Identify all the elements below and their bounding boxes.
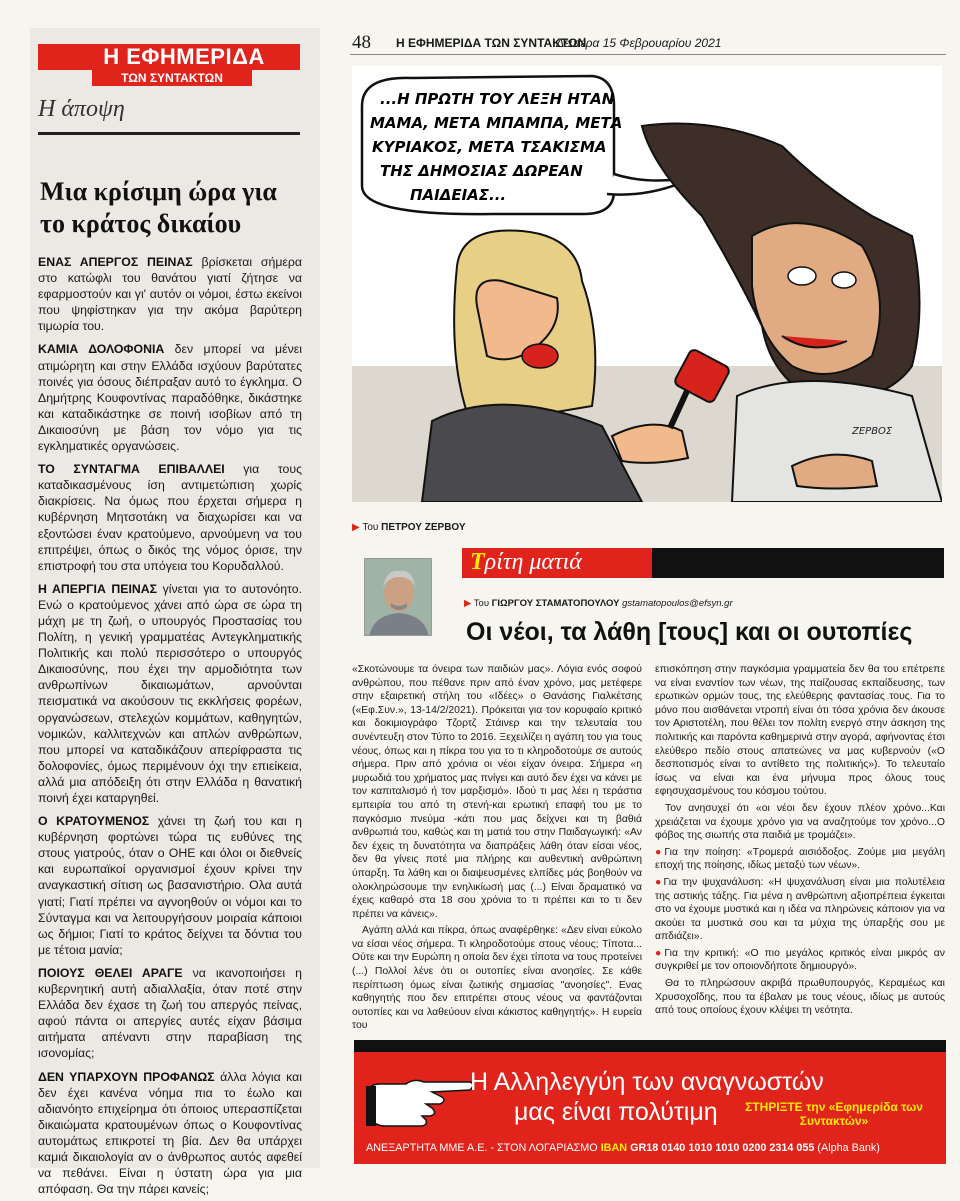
column-bullet: ●Για την κριτική: «Ο πιο μεγάλος κριτικός είναι μικρός αν συγκριθεί με τον οποιονδήποτε δημιουργό».	[655, 947, 945, 973]
editorial-paragraph: ΕΝΑΣ ΑΠΕΡΓΟΣ ΠΕΙΝΑΣ βρίσκεται σήμερα στο κατώφλι του θανάτου γιατί ζήτησε να εφαρμοστούν και γι' αυτόν οι νόμοι, έστω εκείνοι που ψηφίστηκαν για την ακόμα βαρύτερη τιμωρία του.	[38, 255, 302, 334]
column-text-left	[352, 663, 642, 1036]
cartoon-illustration	[352, 66, 942, 502]
speech-line: ΤΗΣ ΔΗΜΟΣΙΑΣ ΔΩΡΕΑΝ	[380, 162, 583, 180]
section-divider	[38, 132, 300, 135]
editorial-paragraph: ΠΟΙΟΥΣ ΘΕΛΕΙ ΑΡΑΓΕ να ικανοποιήσει η κυβερνητική αυτή αδιαλλαξία, όταν ποτέ στην Ελλάδα δεν έχασε τη ζωή του απεργός πείνας, αφού πάντα οι απεργίες αυτές είχαν βάσιμα αιτήματα απέναντι στην παραβίαση της ισονομίας;	[38, 965, 302, 1061]
ad-support-callout: ΣΤΗΡΙΞΤΕ την «Εφημερίδα των Συντακτών»	[745, 1100, 923, 1128]
page-number: 48	[352, 32, 371, 53]
editorial-paragraph: Η ΑΠΕΡΓΙΑ ΠΕΙΝΑΣ γίνεται για το αυτονόητο. Ενώ ο κρατούμενος χάνει από ώρα σε ώρα τη μάχη με τη ζωή, ο υπουργός Προστασίας του Πολίτη, η γενική γραμματέας Αντεγκληματικής Πολιτικής και πολύ περισσότερο ο υπουργός Δικαιοσύνης, που έχει την αρμοδιότητα των ανθρωπίνων δικαιωμάτων, αρνούνται πεισματικά να ακούσουν τις εκκλήσεις φορέων, οργανώσεων, στελεχών κομμάτων, καθηγητών, νομικών, καλλιτεχνών και απλών ανθρώπων, που μπορεί να καταδικάζουν απερίφραστα τις δολοφονίες, όμως περιμένουν όχι την επιείκεια, αλλά μια απόδειξη ότι στην Ελλάδα η θανατική ποινή έχει καταργηθεί.	[38, 581, 303, 805]
ad-headline: Η Αλληλεγγύη των αναγνωστών	[470, 1068, 824, 1096]
editorial-paragraph: ΤΟ ΣΥΝΤΑΓΜΑ ΕΠΙΒΑΛΛΕΙ για τους καταδικασμένους ίση αντιμετώπιση χωρίς διακρίσεις. Να όμως που έρχεται σήμερα η κυβέρνηση Μητσοτάκη να διαχωρίσει και να εξοντώσει έναν κρατούμενο, αρνούμενη να του επιτρέψει, όπως ο δικός της νόμος όρισε, την επιστροφή του στα υπόγεια του Κορυδαλλού.	[38, 462, 302, 573]
masthead-logo: Η ΕΦΗΜΕΡΙΔΑ	[38, 44, 300, 70]
author-photo	[364, 558, 432, 636]
header-rule	[350, 54, 946, 55]
header-paper-name: Η ΕΦΗΜΕΡΙΔΑ ΤΩΝ ΣΥΝΤΑΚΤΩΝ	[396, 36, 587, 50]
editorial-paragraph: ΔΕΝ ΥΠΑΡΧΟΥΝ ΠΡΟΦΑΝΩΣ άλλα λόγια και δεν έχει κανένα νόημα πια το έωλο και αδιανόητο επιχείρημα ότι όποιος υπερασπίζεται δικαιώματα κρατουμένων όπως ο Κουφοντίνας αυτομάτως επικροτεί τη βία. Δεν θα υπάρχει καμιά δικαιολογία αν ο άνθρωπος αυτός αφεθεί να πεθάνει. Είναι η ύστατη ώρα για μια απόφαση. Θα την πάρει κανείς;	[38, 1069, 302, 1197]
ad-top-bar	[354, 1040, 946, 1052]
column-bullet: ●Για την ποίηση: «Τρομερά αισιόδοξος. Ζούμε μια μεγάλη εποχή της ποίησης, ιδίως μεταξύ των νέων».	[655, 846, 945, 872]
column-bullet: ●Για την ψυχανάλυση: «Η ψυχανάλυση είναι μια πολυτέλεια της αστικής τάξης. Για μένα η ανθρώπινη αξιοπρέπεια έγκειται στο να έχουμε μυστικά και η ιδέα να πληρώνεις κάποιον για να ακούει τα μυστικά σου και τα μύχια της ύπαρξής σου με απδιάζει».	[655, 876, 945, 943]
bullet-icon: ●	[655, 947, 665, 959]
editorial-column	[30, 28, 320, 1197]
column-paragraph: Αγάπη αλλά και πίκρα, όπως αναφέρθηκε: «Δεν είναι εύκολο να είσαι νέος σήμερα. Τι κληροδοτούμε στους νέους; Τίποτα... Ούτε και την Ευρώπη η οποία δεν έχει τίποτα να τους προτείνει (...) Πολλοί λένε ότι οι ουτοπίες είναι ανοησίες. Σε κάθε περίπτωση όμως είναι ζωτικής σημασίας "ανοησίες". Ενας καθηγητής που δεν επιτρέπει στους νέους να φαντάζονται ουτοπίες και να λαθεύουν είναι κάκιστος καθηγητής». Η ευρεία του	[352, 925, 642, 1032]
ad-subheadline: μας είναι πολύτιμη	[514, 1098, 718, 1126]
speech-line: ΚΥΡΙΑΚΟΣ, ΜΕΤΑ ΤΣΑΚΙΣΜΑ	[372, 138, 607, 156]
cartoon-credit: ▶ Του ΠΕΤΡΟΥ ΖΕΡΒΟΥ	[352, 522, 466, 533]
cartoon	[352, 66, 942, 502]
author-email: gstamatopoulos@efsyn.gr	[622, 598, 733, 609]
column-section-label: Τρίτη ματιά	[470, 549, 582, 575]
editorial-title: Μια κρίσιμη ώρα για το κράτος δικαίου	[40, 177, 277, 238]
bullet-icon: ●	[655, 876, 664, 888]
ad-bank-details: ΑΝΕΞΑΡΤΗΤΑ ΜΜΕ Α.Ε. - ΣΤΟΝ ΛΟΓΑΡΙΑΣΜΟ IBAN GR18 0140 1010 1010 0200 2314 055 (Alpha Bank)	[366, 1142, 880, 1154]
column-paragraph: Τον ανησυχεί ότι «οι νέοι δεν έχουν πλέον χρόνο...Και χρειάζεται να έχουμε χρόνο για να αναζητούμε τον χρόνο...Ο φόβος της σιωπής στα παιδιά με τρομάζει».	[655, 802, 945, 842]
column-text-right	[655, 663, 945, 1021]
speech-line: ...Η ΠΡΩΤΗ ΤΟΥ ΛΕΞΗ ΗΤΑΝ	[380, 90, 615, 108]
byline-arrow-icon: ▶	[464, 598, 472, 609]
masthead-subtitle: ΤΩΝ ΣΥΝΤΑΚΤΩΝ	[92, 70, 252, 86]
bullet-icon: ●	[655, 846, 665, 858]
column-title: Οι νέοι, τα λάθη [τους] και οι ουτοπίες	[466, 618, 913, 646]
column-paragraph: επισκόπηση στην παγκόσμια γραμματεία δεν θα του επέτρεπε να είναι εναντίον των νέων, της παίζουσας εκπαίδευσης, των ερωτικών ορμών τους, της ελεύθερης φαντασίας τους. Για το μόνο που αισθάνεται ντροπή είναι ότι τόσα χρόνια δεν άκουσε τον Αριστοτέλη, που θέλει τον πολίτη ενεργό στην άσκηση της πολιτικής και παρόντα καθημερινά στην αγορά, αφήνοντας έτσι ελεύθερο πεδίο στους απατεώνες να μας κυβερνούν («Ο δεσποτισμός είναι το αντίθετο της πολιτικής»). Το τελευταίο ίσως να είναι και ένα μήνυμα προς όλους τους εφησυχασμένους του κόσμου τούτου.	[655, 664, 945, 798]
header-date: Δευτέρα 15 Φεβρουαρίου 2021	[556, 36, 722, 50]
editorial-paragraph: Ο ΚΡΑΤΟΥΜΕΝΟΣ χάνει τη ζωή του και η κυβέρνηση φορτώνει τώρα τις ευθύνες της στους γιατρούς, όταν ο ΟΗΕ και όλοι οι διεθνείς και ευρωπαϊκοί οργανισμοί έχουν κρίνει την αναγκαστική σίτιση ως βασανιστήριο. Ολα αυτά γιατί; Γιατί πρέπει να αγνοηθούν οι νόμοι και το Σύνταγμα και να λειτουργήσουν μοιραία κάποιοι ως δήμιοι; Γιατί το κράτος δείχνει τα δόντια του με τέτοια μανία;	[38, 814, 302, 957]
speech-line: ΠΑΙΔΕΙΑΣ...	[410, 186, 507, 204]
column-paragraph: Θα το πληρώσουν ακριβά πρωθυπουργός, Κεραμέως και Χρυσοχοΐδης, που τα έβαλαν με τους νέους, ιδίως με αυτούς από τους οποίους έχουν κλέψει τη νεότητα.	[655, 978, 945, 1017]
section-label: Η άποψη	[38, 96, 125, 122]
cartoon-signature: ΖΕΡΒΟΣ	[852, 426, 893, 437]
column-byline: ▶ Του ΓΙΩΡΓΟΥ ΣΤΑΜΑΤΟΠΟΥΛΟΥ gstamatopoulos@efsyn.gr	[464, 598, 733, 609]
credit-arrow-icon: ▶	[352, 522, 360, 533]
editorial-body	[38, 254, 302, 1201]
editorial-paragraph: ΚΑΜΙΑ ΔΟΛΟΦΟΝΙΑ δεν μπορεί να μένει ατιμώρητη και στην Ελλάδα ισχύουν βαρύτατες ποινές για όσους διέπραξαν αυτό το έγκλημα. Ο Δημήτρης Κουφοντίνας παραδόθηκε, δικάστηκε και καταδικάστηκε σε ποινή ισοβίων από τη Δικαιοσύνη με βάση τον νόμο για τις εγκληματικές οργανώσεις.	[38, 342, 302, 454]
column-paragraph: «Σκοτώνουμε τα όνειρα των παιδιών μας». Λόγια ενός σοφού ανθρώπου, που πέθανε πριν από έναν χρόνο, μας μετέφερε στην εξαιρετική στήλη του «Ιδέες» ο Θανάσης Γιαλκέτσης («Εφ.Συν.», 13-14/2/2021). Πρόκειται για τον κορυφαίο κριτικό και δοκιμιογράφο Τζορτζ Στάινερ και την τελευταία του συνέντευξη στον Τύπο το 2016. Ξεχειλίζει η αγάπη του για τους νέους, όπως και η πίκρα του για το τι κληροδοτούμε σε αυτούς σήμερα. Πριν από χρόνια οι νέοι είχαν όνειρα. Σήμερα «η μυρωδιά του χρήματος μας πνίγει και αυτό δεν έχει να κάνει με τον καπιταλισμό ή τον μαρξισμό». Ιδού τι μας λέει η τεράστια εμπειρία του από τη στενή-και ερωτική επαφή του με το παγκόσμιο πνεύμα -κάτι που μας δείχνει και τη βαθιά ανθρωπιά του, καθώς και τη ματιά του στην Παιδαγωγική: «Αν δεν έχεις τη δυνατότητα να διαπράξεις λάθη όταν είσαι νέος, δεν θα γίνεις ποτέ μια πλήρης και αυθεντική ανθρώπινη ύπαρξη. Τα λάθη και οι διαψευσμένες ελπίδες μάς βοηθούν να ολοκληρώσουμε την ενηλικίωσή μας (...) Είναι δραματικό να έχεις καθαρό στα 18 σου χρόνια το τι πρέπει και το τι δεν πρέπει να κάνεις».	[352, 664, 642, 920]
speech-line: ΜΑΜΑ, ΜΕΤΑ ΜΠΑΜΠΑ, ΜΕΤΑ	[370, 114, 623, 132]
pointing-hand-icon	[366, 1074, 478, 1134]
